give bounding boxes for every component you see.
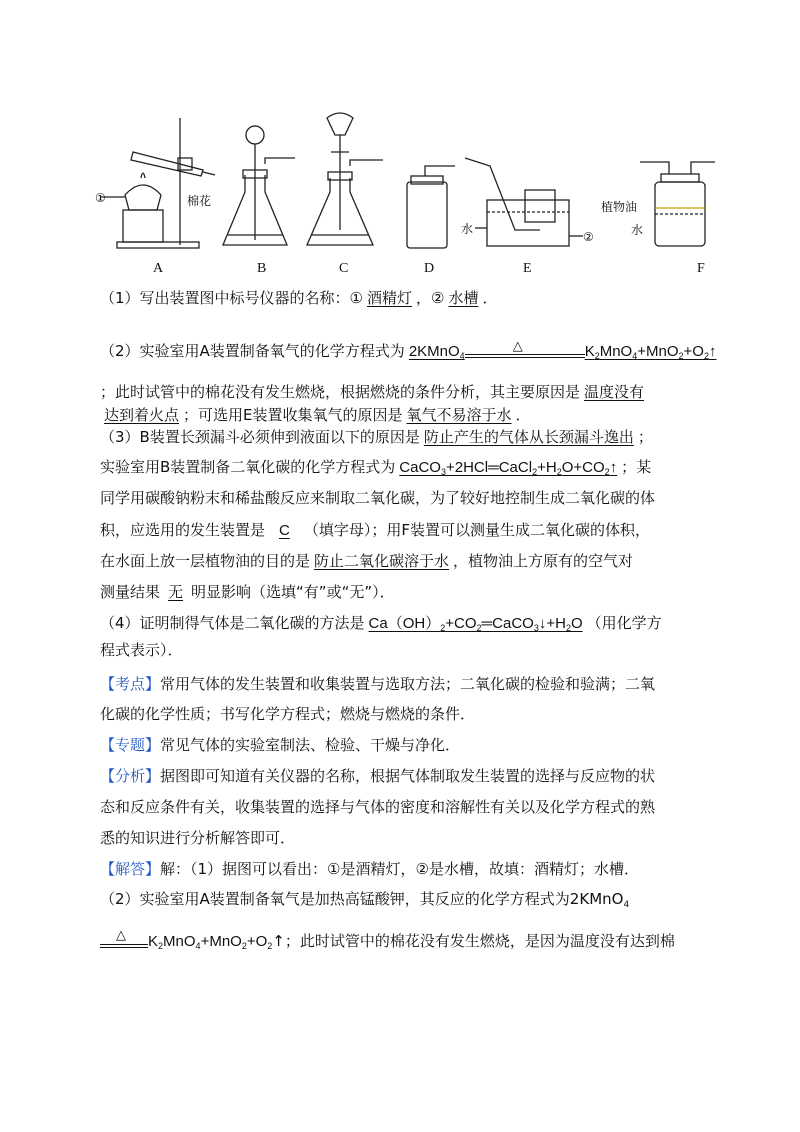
fenxi-tag: 【分析】: [100, 767, 161, 785]
answer-device: C: [279, 522, 290, 539]
apparatus-figure: [95, 100, 715, 285]
question-2-line-1: （2）实验室用A装置制备氧气的化学方程式为 2KMnO$_4$ △ $K_2MnO_4+MnO_2+O_2↑$: [100, 340, 720, 363]
label-marker-1: ①: [95, 191, 106, 205]
answer-effect: 无: [168, 583, 184, 601]
answer-water-trough: 水槽: [448, 289, 479, 307]
question-3-line-2: 实验室用B装置制备二氧化碳的化学方程式为 $CaCO_3+2HCl═CaCl_2+H_2O+CO_2↑$ ；某: [100, 458, 652, 477]
label-water-f: 水: [631, 223, 644, 237]
label-f: F: [697, 261, 705, 276]
answer-alcohol-lamp: 酒精灯: [367, 289, 413, 307]
answer-reason-part-2: 达到着火点: [104, 406, 180, 424]
kaodian-line-2: 化碳的化学性质；书写化学方程式；燃烧与燃烧的条件．: [100, 705, 476, 723]
question-3-line-6: 测量结果 无 明显影响（选填“有”或“无”）．: [100, 583, 395, 601]
jieda-tag: 【解答】: [100, 860, 161, 878]
apparatus-a: [100, 118, 215, 248]
apparatus-f: [640, 162, 715, 246]
apparatus-diagram: [95, 100, 715, 285]
apparatus-d: [407, 166, 455, 248]
label-c: C: [339, 261, 349, 276]
question-4-line-2: 程式表示）．: [100, 641, 183, 659]
label-plant-oil: 植物油: [601, 200, 638, 214]
reaction-condition-mark: △: [100, 931, 148, 953]
label-marker-2: ②: [583, 230, 594, 244]
fenxi-line-3: 悉的知识进行分析解答即可．: [100, 829, 296, 847]
zhuanti-line: 【专题】常见气体的实验室制法、检验、干燥与净化．: [100, 736, 461, 754]
question-3-line-3: 同学用碳酸钠粉末和稀盐酸反应来制取二氧化碳，为了较好地控制生成二氧化碳的体: [100, 489, 656, 507]
label-d: D: [424, 261, 435, 276]
label-b: B: [257, 261, 267, 276]
jieda-line-3: △ $K_2MnO_4+MnO_2+O_2↑$；此时试管中的棉花没有发生燃烧，是因为温度没有达到棉: [100, 930, 675, 953]
zhuanti-tag: 【专题】: [100, 736, 161, 754]
jieda-line-2: （2）实验室用A装置制备氧气是加热高锰酸钾，其反应的化学方程式为2KMnO$_4$: [100, 890, 630, 910]
label-water-e: 水: [461, 222, 474, 236]
answer-collect-reason: 氧气不易溶于水: [406, 406, 512, 424]
question-4-line-1: （4）证明制得气体是二氧化碳的方法是 $Ca(OH)_2+CO_2═CaCO_3↓+H_2O$ （用化学方: [100, 614, 662, 633]
kaodian-line-1: 【考点】常用气体的发生装置和收集装置与选取方法；二氧化碳的检验和验满；二氧: [100, 675, 656, 693]
kaodian-tag: 【考点】: [100, 675, 161, 693]
answer-oil-purpose: 防止二氧化碳溶于水: [314, 552, 450, 570]
question-2-line-2: ；此时试管中的棉花没有发生燃烧，根据燃烧的条件分析，其主要原因是 温度没有: [100, 381, 648, 403]
question-3-line-5: 在水面上放一层植物油的目的是 防止二氧化碳溶于水 ，植物油上方原有的空气对: [100, 552, 634, 570]
question-3-line-1: （3）B装置长颈漏斗必须伸到液面以下的原因是 防止产生的气体从长颈漏斗逸出 ；: [100, 428, 653, 446]
question-3-line-4: 积，应选用的发生装置是 C （填字母）；用F装置可以测量生成二氧化碳的体积，: [100, 521, 650, 539]
question-1: （1）写出装置图中标号仪器的名称：① 酒精灯 ，② 水槽 ．: [100, 289, 498, 307]
question-2-line-3: 达到着火点 ；可选用E装置收集氧气的原因是 氧气不易溶于水 ．: [100, 404, 531, 426]
answer-funnel-reason: 防止产生的气体从长颈漏斗逸出: [423, 428, 634, 446]
fenxi-line-1: 【分析】据图即可知道有关仪器的名称，根据气体制取发生装置的选择与反应物的状: [100, 767, 656, 785]
answer-reason-part-1: 温度没有: [584, 383, 645, 401]
apparatus-c: [307, 113, 383, 245]
jieda-line-1: 【解答】解：（1）据图可以看出：①是酒精灯，②是水槽，故填：酒精灯；水槽．: [100, 860, 639, 878]
fenxi-line-2: 态和反应条件有关，收集装置的选择与气体的密度和溶解性有关以及化学方程式的熟: [100, 798, 656, 816]
label-e: E: [523, 261, 532, 276]
apparatus-b: [223, 126, 295, 245]
label-cotton: 棉花: [187, 194, 212, 208]
answer-limewater-equation: $Ca(OH)_2+CO_2═CaCO_3↓+H_2O$: [368, 615, 583, 633]
answer-oxygen-equation: 2KMnO$_4$ △ $K_2MnO_4+MnO_2+O_2↑$: [408, 338, 717, 361]
apparatus-e: [465, 158, 583, 246]
label-a: A: [153, 261, 164, 276]
answer-co2-equation: $CaCO_3+2HCl═CaCl_2+H_2O+CO_2↑$: [399, 459, 618, 477]
